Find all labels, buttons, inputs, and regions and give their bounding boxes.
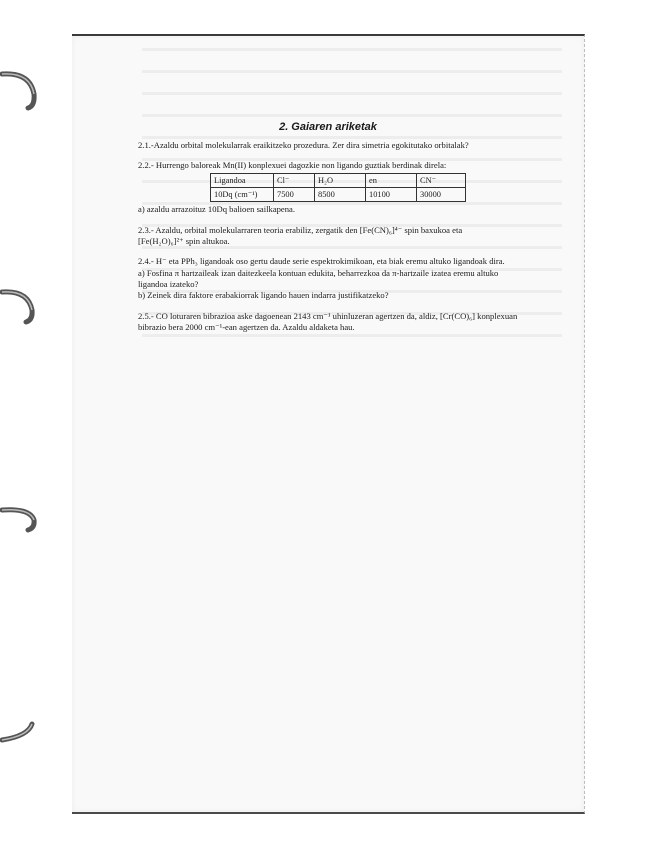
exercise-list (138, 120, 518, 342)
question-text: 2.2.- Hurrengo baloreak Mn(II) konplexuei dagozkie non ligando guztiak berdinak direla: (138, 159, 447, 170)
table-row (211, 174, 466, 188)
binder-ring-icon (0, 500, 44, 548)
table-cell: CN⁻ (417, 174, 466, 188)
binder-ring-icon (0, 720, 44, 768)
table-cell: Ligandoa (211, 174, 274, 188)
table-cell: 7500 (274, 188, 315, 202)
question-text: 2.3.- Azaldu, orbital molekularraren teoria erabiliz, zergatik den [Fe(CN)₆]⁴⁻ spin baxukoa eta (138, 224, 463, 235)
table-cell: 8500 (315, 188, 366, 202)
ligand-table (210, 173, 466, 202)
table-cell: en (366, 174, 417, 188)
question-2-4 (138, 256, 518, 301)
table-cell: 10Dq (cm⁻¹) (211, 188, 274, 202)
table-cell: Cl⁻ (274, 174, 315, 188)
page-title: 2. Gaiaren ariketak (279, 121, 377, 133)
question-2-3 (138, 225, 518, 248)
question-2-5 (138, 311, 518, 334)
binder-ring-icon (0, 68, 44, 116)
binder-ring-icon (0, 284, 44, 332)
question-subitem: a) Fosfina π hartzaileak izan daitezkeela kontuan edukita, beharrezkoa da π-hartzaile izatea eremu altuko ligandoa izateko? (138, 267, 499, 290)
question-2-2 (138, 160, 518, 216)
question-subitem: b) Zeinek dira faktore erabakiorrak ligando hauen indarra justifikatzeko? (138, 290, 389, 301)
table-cell: 10100 (366, 188, 417, 202)
question-text: 2.4.- H⁻ eta PPh₃ ligandoak oso gertu daude serie espektrokimikoan, eta biak eremu altuko ligandoak dira. (138, 256, 505, 267)
question-text: [Fe(H₂O)₆]²⁺ spin altukoa. (138, 236, 230, 247)
table-cell: 30000 (417, 188, 466, 202)
question-text: 2.1.-Azaldu orbital molekularrak eraikitzeko prozedura. Zer dira simetria egokitutako orbitalak? (138, 139, 469, 150)
table-row (211, 188, 466, 202)
question-text: 2.5.- CO loturaren bibrazioa aske dagoenean 2143 cm⁻¹ uhinluzeran agertzen da, aldiz, [Cr(CO)₆] konplexuan bibrazio bera 2000 cm⁻¹-ean agertzen da. Azaldu aldaketa hau. (138, 310, 518, 333)
question-subitem: a) azaldu arrazoituz 10Dq balioen sailkapena. (138, 204, 295, 215)
question-2-1 (138, 140, 518, 151)
table-cell: H₂O (315, 174, 366, 188)
